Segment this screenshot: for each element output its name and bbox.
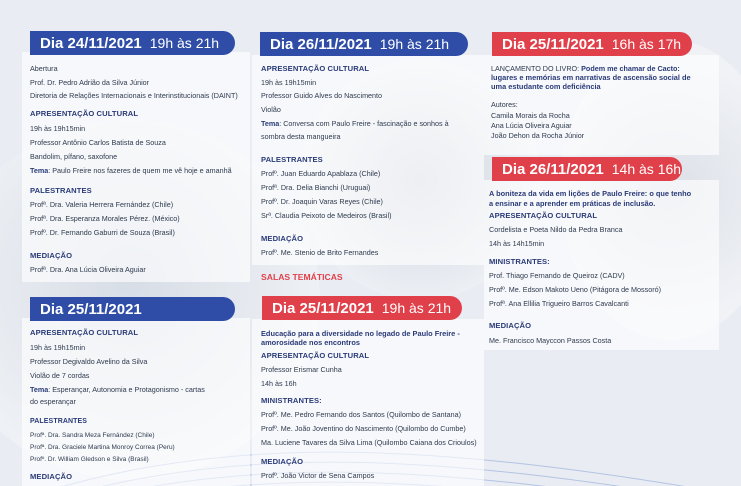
livro-title: Podem me chamar de Cacto: <box>581 64 680 73</box>
cultural-line: Cordelista e Poeta Nildo da Pedra Branca <box>489 225 623 234</box>
cultural-line: Professor Guido Alves do Nascimento <box>261 91 383 100</box>
section-heading: MINISTRANTES: <box>489 257 550 266</box>
sala-title-line: A boniteza da vida em lições de Paulo Freire: o que tenho <box>489 189 692 198</box>
section-heading: PALESTRANTES <box>30 186 92 195</box>
ministrante-line: Profª. Ana Ellilia Trigueiro Barros Cavalcanti <box>489 299 629 308</box>
cultural-line: Professor Antônio Carlos Batista de Souza <box>30 138 166 147</box>
lancamento-line <box>491 64 680 73</box>
palestrante-line: Profº. Juan Eduardo Apablaza (Chile) <box>261 169 381 178</box>
section-heading: APRESENTAÇÃO CULTURAL <box>30 328 139 337</box>
header-time: 19h às 21h <box>379 36 450 52</box>
ministrante-line: Profº. Me. Pedro Fernando dos Santos (Quilombo de Santana) <box>261 410 461 419</box>
header-date: Dia 25/11/2021 <box>40 300 142 318</box>
ministrante-line: Profº. Me. João Joventino do Nascimento (Quilombo do Cumbe) <box>261 424 466 433</box>
sala-title-line: amorosidade nos encontros <box>261 338 360 347</box>
cultural-line: 19h às 19h15min <box>30 124 86 133</box>
tema-line: do esperançar <box>30 397 76 406</box>
section-heading: MEDIAÇÃO <box>261 234 304 243</box>
mediacao-line: Me. Francisco Mayccon Passos Costa <box>489 336 612 345</box>
palestrante-line: Profª. Dra. Delia Bianchi (Uruguai) <box>261 183 371 192</box>
date-header-25-11 <box>30 297 235 321</box>
header-date: Dia 24/11/2021 <box>40 34 142 52</box>
cultural-line: Violão <box>261 105 281 114</box>
palestrante-line: Profº. Dr. William Gledson e Silva (Brasil) <box>30 456 149 463</box>
palestrante-line: Profª. Dra. Esperanza Morales Pérez. (México) <box>30 214 180 223</box>
section-heading: PALESTRANTES <box>261 155 323 164</box>
header-time: 19h às 21h <box>381 300 452 316</box>
header-time: 16h às 17h <box>611 36 682 52</box>
section-heading: APRESENTAÇÃO CULTURAL <box>489 211 598 220</box>
palestrante-line: Profº. Dr. Fernando Gaburri de Souza (Brasil) <box>30 228 175 237</box>
tema-line <box>30 166 232 175</box>
header-time: 14h às 16h <box>611 161 682 177</box>
tema-text: : Esperançar, Autonomia e Protagonismo - cartas <box>48 385 205 394</box>
palestrante-line: Srª. Claudia Peixoto de Medeiros (Brasil) <box>261 211 392 220</box>
tema-label: Tema <box>261 119 280 128</box>
section-heading: MEDIAÇÃO <box>261 457 304 466</box>
tema-text: : Conversa com Paulo Freire - fascinação e sonhos à <box>279 119 449 128</box>
header-date: Dia 25/11/2021 <box>272 299 374 317</box>
autores-heading: Autores: <box>491 100 518 109</box>
autor-line: João Dehon da Rocha Júnior <box>491 131 585 140</box>
section-heading: APRESENTAÇÃO CULTURAL <box>30 109 139 118</box>
section-heading: MEDIAÇÃO <box>489 321 532 330</box>
lancamento-label: LANÇAMENTO DO LIVRO: <box>491 64 582 73</box>
section-heading: MEDIAÇÃO <box>30 251 73 260</box>
livro-title-line: lugares e memórias em narrativas de ascensão social de <box>491 73 691 82</box>
abertura-line: Diretoria de Relações Internacionais e Interinstitucionais (DAINT) <box>30 91 238 100</box>
ministrante-line: Profº. Me. Edson Makoto Ueno (Pitágora de Mossoró) <box>489 285 662 294</box>
cultural-line: Professor Degivaldo Avelino da Silva <box>30 357 148 366</box>
cultural-line: 14h às 16h <box>261 379 297 388</box>
mediacao-line: Profª. Dra. Ana Lúcia Oliveira Aguiar <box>30 265 146 274</box>
tema-label: Tema <box>30 385 49 394</box>
palestrante-line: Profª. Dra. Valeria Herrera Fernández (Chile) <box>30 200 174 209</box>
header-date: Dia 26/11/2021 <box>502 160 604 178</box>
tema-line <box>261 119 449 128</box>
sala-title-line: Educação para a diversidade no legado de Paulo Freire - <box>261 329 460 338</box>
palestrante-line: Profº. Dr. Joaquin Varas Reyes (Chile) <box>261 197 383 206</box>
cultural-line: Professor Erismar Cunha <box>261 365 342 374</box>
mediacao-line: Profº. João Victor de Sena Campos <box>261 471 375 480</box>
ministrante-line: Prof. Thiago Fernando de Queiroz (CADV) <box>489 271 625 280</box>
abertura-line: Prof. Dr. Pedro Adrião da Silva Júnior <box>30 78 150 87</box>
date-header-livro-25-11 <box>492 32 692 56</box>
cultural-line: 19h às 19h15min <box>261 78 317 87</box>
palestrante-line: Profª. Dra. Graciele Martina Monroy Correa (Peru) <box>30 444 175 451</box>
header-date: Dia 26/11/2021 <box>270 35 372 53</box>
autor-line: Ana Lúcia Oliveira Aguiar <box>491 121 572 130</box>
date-header-sala-26-11 <box>492 157 682 181</box>
header-date: Dia 25/11/2021 <box>502 35 604 53</box>
livro-title-line: uma estudante com deficiência <box>491 82 601 91</box>
section-heading: PALESTRANTES <box>30 418 88 425</box>
ministrante-line: Ma. Luciene Tavares da Silva Lima (Quilombo Caiana dos Crioulos) <box>261 438 477 447</box>
section-heading: MEDIAÇÃO <box>30 472 73 481</box>
tema-text: : Paulo Freire nos fazeres de quem me vê hoje e amanhã <box>48 166 232 175</box>
tema-line: sombra desta mangueira <box>261 132 341 141</box>
cultural-line: Violão de 7 cordas <box>30 371 90 380</box>
abertura-label: Abertura <box>30 64 58 73</box>
autor-line: Camila Morais da Rocha <box>491 111 570 120</box>
tema-label: Tema <box>30 166 49 175</box>
cultural-line: 14h às 14h15min <box>489 239 545 248</box>
palestrante-line: Profª. Dra. Sandra Meza Fernández (Chile) <box>30 432 155 439</box>
salas-tematicas-heading: SALAS TEMÁTICAS <box>261 272 343 282</box>
section-heading: APRESENTAÇÃO CULTURAL <box>261 351 370 360</box>
section-heading: MINISTRANTES: <box>261 396 322 405</box>
cultural-line: Bandolim, pífano, saxofone <box>30 152 118 161</box>
cultural-line: 19h às 19h15min <box>30 343 86 352</box>
section-heading: APRESENTAÇÃO CULTURAL <box>261 64 370 73</box>
tema-line <box>30 385 205 394</box>
mediacao-line: Profº. Me. Stenio de Brito Fernandes <box>261 248 379 257</box>
header-time: 19h às 21h <box>149 35 220 51</box>
sala-title-line: a ensinar e a aprender em práticas de inclusão. <box>489 199 656 208</box>
date-header-sala-25-11 <box>262 296 462 320</box>
date-header-26-11 <box>260 32 468 56</box>
date-header-24-11 <box>30 31 235 55</box>
